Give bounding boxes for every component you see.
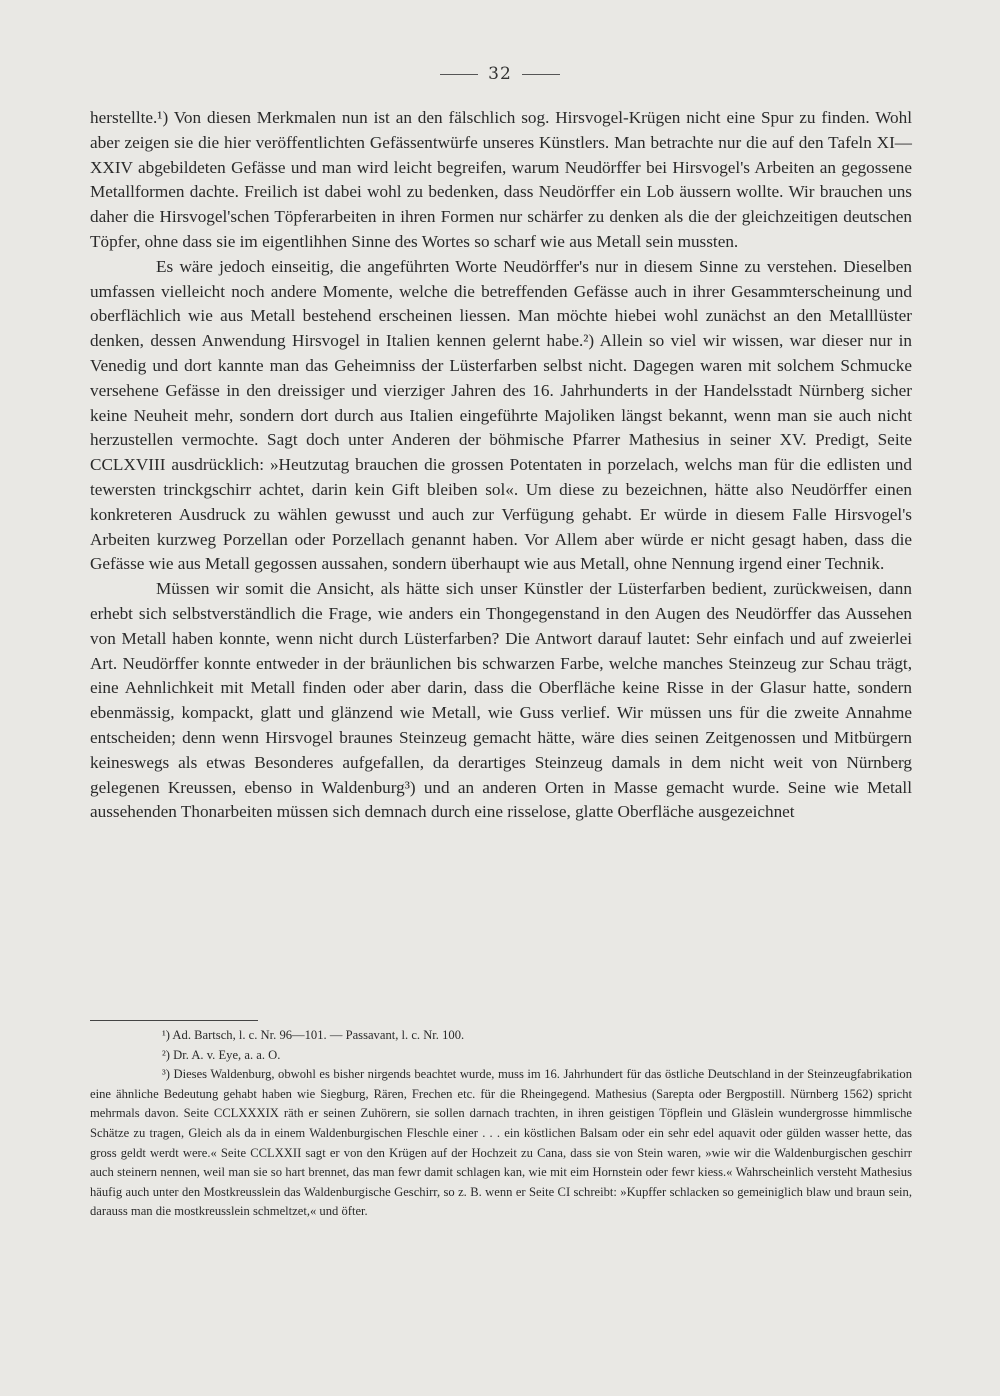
footnote-1: ¹) Ad. Bartsch, l. c. Nr. 96—101. — Passavant, l. c. Nr. 100. [162,1028,465,1042]
page-number-dash-right [522,74,560,75]
paragraph-1: herstellte.¹) Von diesen Merkmalen nun ist an den fälschlich sog. Hirsvogel-Krügen nicht eine Spur zu finden. Wohl aber zeigen sie die hier veröffentlichten Gefässentwürfe unseres Künstlers. Man betrachte nur die auf den Tafeln XI—XXIV abgebildeten Gefässe und man wird leicht begreifen, warum Neudörffer bei Hirsvogel's Arbeiten an gegossene Metallformen dachte. Freilich ist dabei wohl zu bedenken, dass Neudörffer ein Lob äussern wollte. Wir brauchen uns daher die Hirsvogel'schen Töpferarbeiten in ihren Formen nur schärfer zu denken als die der gleichzeitigen deutschen Töpfer, ohne dass sie im eigentlihhen Sinne des Wortes so scharf wie aus Metall sein mussten. [90,108,912,251]
page-number-dash-left [440,74,478,75]
paragraph-3: Müssen wir somit die Ansicht, als hätte sich unser Künstler der Lüsterfarben bedient, zurückweisen, dann erhebt sich selbstverständlich die Frage, wie anders ein Thongegenstand in den Augen des Neudörffer das Aussehen von Metall haben konnte, wenn nicht durch Lüsterfarben? Die Antwort darauf lautet: Sehr einfach und auf zweierlei Art. Neudörffer konnte entweder in der bräunlichen bis schwarzen Farbe, welche manches Steinzeug zur Schau trägt, eine Aehnlichkeit mit Metall finden oder aber darin, dass die Oberfläche keine Risse in der Glasur hatte, sondern ebenmässig, kompackt, glatt und glänzend wie Metall, wie Guss verlief. Wir müssen uns für die zweite Annahme entscheiden; denn wenn Hirsvogel braunes Steinzeug gemacht hätte, wäre dies seinen Zeitgenossen und Mitbürgern keineswegs als etwas Besonderes aufgefallen, da derartiges Steinzeug damals in dem nicht weit von Nürnberg gelegenen Kreussen, ebenso in Waldenburg³) und an anderen Orten in Masse gemacht wurde. Seine wie Metall aussehenden Thonarbeiten müssen sich demnach durch eine risselose, glatte Oberfläche ausgezeichnet [90,579,912,822]
footnote-2: ²) Dr. A. v. Eye, a. a. O. [162,1047,281,1062]
body-text [90,106,912,825]
page-number-text: 32 [488,64,512,84]
page-number [0,64,1000,84]
footnotes [90,1026,912,1222]
footnote-divider [90,1020,258,1021]
paragraph-2: Es wäre jedoch einseitig, die angeführten Worte Neudörffer's nur in diesem Sinne zu verstehen. Dieselben umfassen vielleicht noch andere Momente, welche die betreffenden Gefässe auch in ihrer Gesammterscheinung und oberflächlich wie aus Metall bestehend erscheinen liessen. Man möchte hiebei wohl zunächst an den Metalllüster denken, dessen Anwendung Hirsvogel in Italien kennen gelernt habe.²) Allein so viel wir wissen, war dieser nur in Venedig und dort kannte man das Geheimniss der Lüsterfarben selbst nicht. Dagegen waren mit solchem Schmucke versehene Gefässe in den dreissiger und vierziger Jahren des 16. Jahrhunderts in der Handelsstadt Nürnberg sicher keine Neuheit mehr, sondern dort durch aus Italien eingeführte Majoliken längst bekannt, wenn man sie auch nicht herzustellen vermochte. Sagt doch unter Anderen der böhmische Pfarrer Mathesius in seiner XV. Predigt, Seite CCLXVIII ausdrücklich: »Heutzutag brauchen die grossen Potentaten in porzelach, welchs man für die edlisten und tewersten trinckgschirr achtet, darin kein Gift bleiben sol«. Um diese zu bezeichnen, hätte also Neudörffer einen konkreteren Ausdruck zu wählen gewusst und auch zur Verfügung gehabt. Er würde in diesem Falle Hirsvogel's Arbeiten kurzweg Porzellan oder Porzellach genannt haben. Vor Allem aber würde er nicht gesagt haben, dass die Gefässe wie aus Metall gegossen aussahen, sondern überhaupt wie aus Metall, ohne Nennung irgend einer Technik. [90,256,912,574]
footnote-3: ³) Dieses Waldenburg, obwohl es bisher nirgends beachtet wurde, muss im 16. Jahrhundert für das östliche Deutschland in der Steinzeugfabrikation eine ähnliche Bedeutung gehabt haben wie Siegburg, Rären, Frechen etc. für die Rheingegend. Mathesius (Sarepta oder Bergpostill. Nürnberg 1562) spricht mehrmals davon. Seite CCLXXXIX räth er seinen Zuhörern, sie sollen darnach trachten, in ihren geistigen Töpflein und Gläslein wundergrosse himmlische Schätze zu tragen, Gleich als da in einem Waldenburgischen Fleschle einer . . . ein köstlichen Balsam oder ein sehr edel aquavit oder gülden wasser hette, das gross geldt werdt were.« Seite CCLXXII sagt er von den Krügen auf der Hochzeit zu Cana, dass sie von Stein waren, »wie wir die Waldenburgischen geschirr auch steinern nennen, weil man sie so hart brennet, das man fewr damit schlagen kan, wie mit eim Hornstein oder fewr kiess.« Wahrscheinlich versteht Mathesius häufig auch unter den Mostkreusslein das Waldenburgische Geschirr, so z. B. wenn er Seite CI schreibt: »Kupffer schlacken so gemeiniglich blaw und braun sein, darauss man die mostkreusslein schmeltzet,« und öfter. [90,1067,912,1219]
